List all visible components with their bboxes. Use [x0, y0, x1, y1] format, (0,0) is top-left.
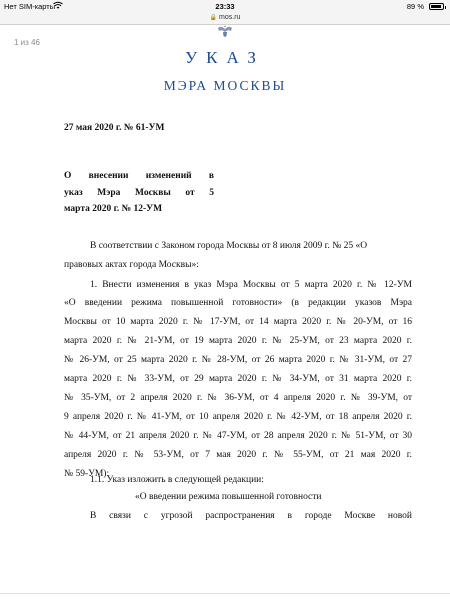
status-bar	[0, 0, 450, 14]
body-line: апреля 2020 г. № 53-УМ, от 7 мая 2020 г. № 55-УМ, от 21 мая 2020 г.	[64, 450, 412, 460]
address-bar[interactable]	[0, 14, 450, 25]
body-line: «О введении режима повышенной готовности» (в редакции указов Мэра	[64, 298, 412, 308]
clock: 23:33	[215, 2, 235, 11]
body-line: 1.1. Указ изложить в следующей редакции:	[90, 475, 264, 485]
url-text: mos.ru	[219, 14, 241, 21]
body-line: № 59-УМ):	[64, 469, 110, 479]
document-subtitle: МЭРА МОСКВЫ	[163, 78, 287, 93]
body-line: В соответствии с Законом города Москвы от 8 июля 2009 г. № 25 «О	[90, 241, 368, 251]
battery-icon	[429, 3, 444, 10]
body-line: 1. Внести изменения в указ Мэра Москвы от 5 марта 2020 г. № 12-УМ	[90, 280, 412, 290]
decree-subject	[64, 168, 214, 218]
body-line: правовых актах города Москвы»:	[64, 260, 199, 270]
page-bottom-divider	[0, 593, 450, 594]
page-counter: 1 из 46	[14, 38, 40, 47]
coat-of-arms-emblem	[216, 25, 234, 38]
body-line: марта 2020 г. № 21-УМ, от 19 марта 2020 г. № 25-УМ, от 23 марта 2020 г.	[64, 336, 412, 346]
body-line: № 26-УМ, от 25 марта 2020 г. № 28-УМ, от 26 марта 2020 г. № 31-УМ, от 27	[64, 355, 412, 365]
body-line: Москвы от 10 марта 2020 г. № 17-УМ, от 14 марта 2020 г. № 20-УМ, от 16	[64, 317, 412, 327]
document-title: УКАЗ	[185, 48, 265, 67]
body-line: 9 апреля 2020 г. № 41-УМ, от 10 апреля 2020 г. № 42-УМ, от 18 апреля 2020 г.	[64, 412, 412, 422]
battery-tip	[445, 6, 447, 9]
battery-percentage: 89 %	[406, 2, 424, 11]
body-line: № 35-УМ, от 2 апреля 2020 г. № 36-УМ, от 4 апреля 2020 г. № 39-УМ, от	[64, 393, 412, 403]
subject-line: О внесении изменений в	[64, 171, 214, 181]
body-line: марта 2020 г. № 33-УМ, от 29 марта 2020 г. № 34-УМ, от 31 марта 2020 г.	[64, 374, 412, 384]
decree-number: 27 мая 2020 г. № 61-УМ	[64, 123, 165, 133]
body-line: № 44-УМ, от 21 апреля 2020 г. № 47-УМ, от 28 апреля 2020 г. № 51-УМ, от 30	[64, 431, 412, 441]
carrier-label: Нет SIM-карты	[4, 2, 56, 11]
body-line: В связи с угрозой распространения в городе Москве новой	[90, 511, 412, 521]
body-line: «О введении режима повышенной готовности	[135, 492, 322, 502]
subject-line: марта 2020 г. № 12-УМ	[64, 204, 163, 214]
subject-line: указ Мэра Москвы от 5	[64, 187, 214, 198]
battery-fill	[431, 5, 441, 8]
lock-icon: 🔒	[209, 15, 218, 21]
